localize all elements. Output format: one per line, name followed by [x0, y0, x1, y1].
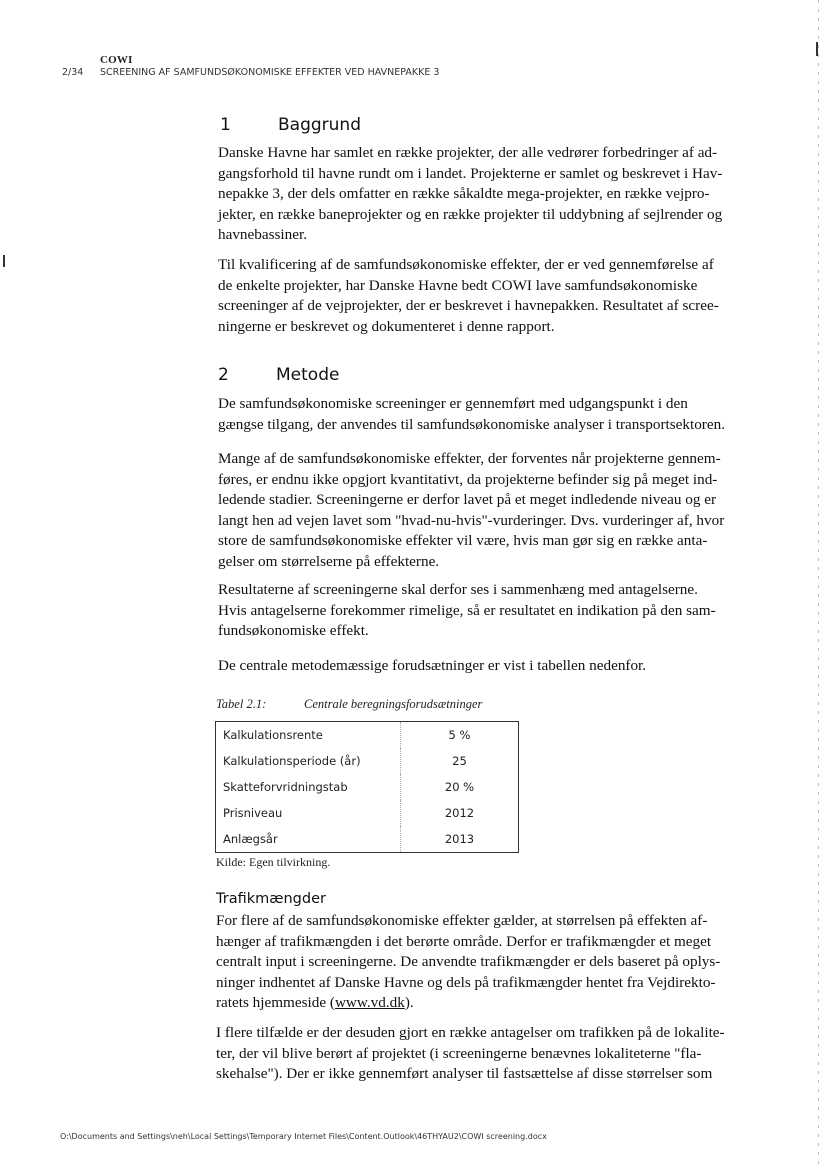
table-title: Centrale beregningsforudsætninger: [304, 697, 483, 711]
table-row: [216, 826, 519, 853]
scan-edge-line: [818, 0, 819, 1168]
table-row: [216, 800, 519, 826]
table-cell-key: Kalkulationsrente: [216, 722, 401, 749]
subsection-paragraph-2: I flere tilfælde er der desuden gjort en række antagelser om trafikken på de lokalite- ter, der vil blive berørt af projektet (i screeningerne benævnes lokaliteterne "fla- skehalse"). Der er ikke gennemført analyser til fastsættelse af disse størrelser som: [216, 1024, 725, 1082]
page-number: 2/34: [62, 67, 84, 78]
section-2-paragraph-2: Mange af de samfundsøkonomiske effekter, der forventes når projekterne gennem- føres, er endnu ikke opgjort kvantitativt, da projekterne befinder sig på meget ind- ledende stadier. Screeningerne er derfor lavet på et meget indledende niveau og er langt hen ad vejen lavet som "hvad-nu-hvis"-vurderinger. Dvs. vurderinger af, hvor store de samfundsøkonomiske effekter vil være, hvis man gør sig en række anta- gelser om størrelserne på effekterne.: [218, 450, 725, 570]
table-cell-value: 2012: [444, 806, 475, 820]
table-row: [216, 748, 519, 774]
section-title: Metode: [276, 365, 340, 385]
company-logo: COWI: [100, 54, 133, 66]
table-cell-key: Prisniveau: [216, 800, 401, 826]
table-cell-value: 2013: [444, 832, 475, 846]
section-2-paragraph-1: De samfundsøkonomiske screeninger er gennemført med udgangspunkt i den gængse tilgang, der anvendes til samfundsøkonomiske analyser i transportsektoren.: [218, 395, 725, 433]
subsection-paragraph-1: For flere af de samfundsøkonomiske effekter gælder, at størrelsen på effekten af- hænger af trafikmængden i det berørte område. Derfor er trafikmængder et meget centralt input i screeningerne. De anvendte trafikmængder er dels baseret på oplys- ninger indhentet af Danske Havne og dels på trafikmængder hentet fra Vejdirekto- ratets hjemmeside (www.vd.dk).: [216, 912, 721, 1011]
assumptions-table: [215, 721, 519, 853]
vd-website-link[interactable]: www.vd.dk: [334, 994, 405, 1011]
table-cell-value: 5 %: [448, 728, 471, 742]
table-cell-key: Anlægsår: [216, 826, 401, 853]
section-title: Baggrund: [278, 115, 361, 135]
section-1-paragraph-2: Til kvalificering af de samfundsøkonomiske effekter, der er ved gennemførelse af de enkelte projekter, har Danske Havne bedt COWI lave samfundsøkonomiske screeninger af de vejprojekter, der er beskrevet i havnepakken. Resultatet af scree- ningerne er beskrevet og dokumenteret i denne rapport.: [218, 256, 719, 335]
section-2-paragraph-3: Resultaterne af screeningerne skal derfor ses i sammenhæng med antagelserne. Hvis antagelserne forekommer rimelige, så er resultatet en indikation på den sam- fundsøkonomiske effekt.: [218, 581, 716, 639]
report-title: SCREENING AF SAMFUNDSØKONOMISKE EFFEKTER VED HAVNEPAKKE 3: [100, 67, 440, 78]
file-path-footer: O:\Documents and Settings\neh\Local Settings\Temporary Internet Files\Content.Outlook\46THYAU2\COWI screening.docx: [60, 1132, 547, 1141]
section-number: 2: [218, 365, 229, 385]
scan-mark: [816, 42, 818, 56]
table-cell-value: 20 %: [444, 780, 475, 794]
table-cell-value: 25: [452, 754, 467, 768]
table-caption: [216, 697, 482, 712]
table-cell-key: Skatteforvridningstab: [216, 774, 401, 800]
subsection-heading: Trafikmængder: [216, 891, 326, 907]
table-cell-key: Kalkulationsperiode (år): [216, 748, 401, 774]
section-1-heading: [220, 115, 361, 135]
scan-mark: [3, 255, 5, 267]
section-1-paragraph-1: Danske Havne har samlet en række projekter, der alle vedrører forbedringer af ad- gangsforhold til havne rundt om i landet. Projekterne er samlet og beskrevet i Hav- nepakke 3, der dels omfatter en række såkaldte mega-projekter, en række vejpro- jekter, en række baneprojekter og en række projekter til uddybning af sejlrender og havnebassiner.: [218, 144, 723, 243]
section-number: 1: [220, 115, 231, 135]
table-row: [216, 722, 519, 749]
table-row: [216, 774, 519, 800]
section-2-heading: [218, 365, 339, 385]
running-header: [62, 67, 439, 78]
table-label: Tabel 2.1:: [216, 697, 267, 711]
table-source: Kilde: Egen tilvirkning.: [216, 855, 331, 869]
section-2-paragraph-4: De centrale metodemæssige forudsætninger er vist i tabellen nedenfor.: [218, 657, 647, 674]
